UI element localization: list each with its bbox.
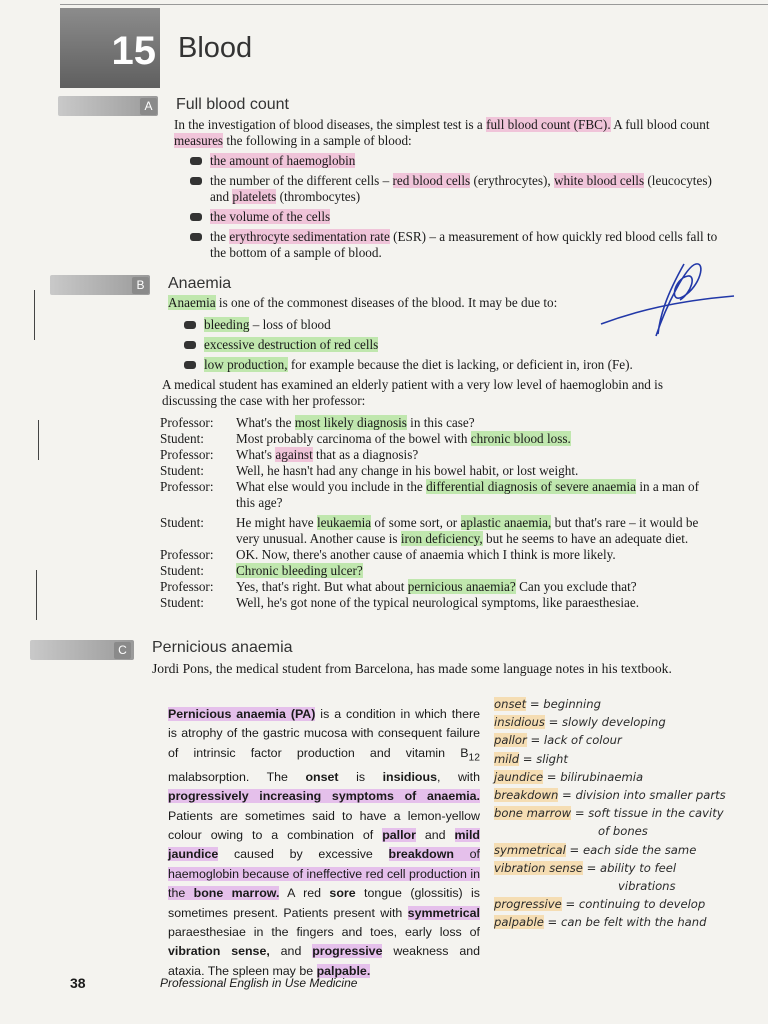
body-text: Patients are sometimes said to have a lemon-yellow colour owing to a combination of [168, 808, 480, 842]
section-b-letter: B [132, 277, 149, 294]
note-line: progressive = continuing to develop [494, 897, 706, 912]
haemoglobin-term: the amount of haemoglobin [210, 153, 356, 168]
note-line: palpable = can be felt with the hand [494, 915, 707, 930]
note-definition: each side the same [582, 842, 697, 857]
symmetrical-term: symmetrical [407, 905, 480, 920]
note-term: jaundice [494, 769, 544, 784]
margin-mark [36, 570, 37, 620]
dialogue-line [160, 479, 720, 511]
insidious-term: insidious [382, 769, 437, 784]
note-term: bone marrow [494, 806, 572, 821]
section-b-intro [168, 295, 628, 311]
measures-term: measures [174, 133, 224, 148]
note-line: mild = slight [494, 751, 568, 766]
dialogue [160, 415, 720, 611]
dialogue-line [160, 415, 720, 431]
list-item [188, 153, 732, 169]
book-title: Professional English in Use Medicine [160, 976, 358, 990]
breakdown-term: breakdown [388, 847, 454, 862]
sore-term: sore [329, 886, 356, 901]
bone-marrow-term: bone marrow. [193, 886, 280, 901]
note-line: pallor = lack of colour [494, 733, 622, 748]
note-definition: slowly developing [562, 715, 666, 730]
section-a-bullets [188, 153, 732, 265]
bullet-text: the number of the different cells – [210, 173, 393, 188]
pallor-term: pallor [382, 827, 416, 842]
dialogue-line [160, 447, 720, 463]
handwritten-notes [494, 695, 760, 932]
note-definition: slight [536, 751, 568, 766]
line-text: What's [236, 447, 276, 462]
body-text: tongue (glossitis) is sometimes present. Patients present with [168, 886, 480, 920]
note-definition: soft tissue in the cavity [588, 806, 724, 821]
line-text: Can you exclude that? [515, 579, 637, 594]
section-a-intro [174, 117, 714, 149]
line-text: Most probably carcinoma of the bowel with [236, 431, 471, 446]
volume-term: the volume of the cells [210, 209, 331, 224]
pernicious-anaemia-text [168, 705, 480, 981]
section-a-letter: A [140, 98, 157, 115]
intro-text: is one of the commonest diseases of the blood. It may be due to: [215, 295, 558, 310]
subscript: 12 [468, 752, 480, 764]
intro-text: A full blood count [610, 117, 710, 132]
speaker: Professor: [160, 447, 214, 462]
line-text: in this case? [406, 415, 475, 430]
list-item [188, 209, 732, 225]
body-text: is a condition in which there is atrophy of the gastric mucosa with consequent failure of intrinsic factor production and vitamin B [168, 707, 480, 760]
note-term: pallor [494, 733, 527, 748]
section-c-letter: C [114, 642, 131, 659]
line-text: Well, he hasn't had any change in his bowel habit, or lost weight. [236, 463, 579, 478]
section-b-title: Anaemia [168, 275, 232, 292]
top-rule [60, 4, 768, 5]
margin-mark [38, 420, 39, 460]
highlight: pernicious anaemia? [407, 579, 516, 594]
speaker: Student: [160, 595, 204, 610]
highlight: iron deficiency, [400, 531, 483, 546]
line-text: He might have [236, 515, 317, 530]
signature-scribble [596, 256, 736, 346]
note-term: vibration sense [494, 860, 583, 875]
note-term: progressive [494, 897, 562, 912]
note-definition: lack of colour [543, 733, 622, 748]
note-definition: can be felt with the hand [560, 915, 707, 930]
speaker: Professor: [160, 547, 214, 562]
bullet-text: the [210, 229, 230, 244]
body-text: and [415, 827, 455, 842]
section-c-intro: Jordi Pons, the medical student from Barcelona, has made some language notes in his textbook. [152, 661, 672, 676]
note-line: symmetrical = each side the same [494, 842, 697, 857]
note-line: breakdown = division into smaller parts [494, 788, 726, 803]
bullet-text: (erythrocytes), [470, 173, 554, 188]
note-line: jaundice = bilirubinaemia [494, 769, 644, 784]
dialogue-line [160, 579, 720, 595]
bleeding-term: bleeding [204, 317, 250, 332]
wbc-term: white blood cells [554, 173, 645, 188]
bullet-text: (leucocytes) and [210, 173, 712, 204]
body-text: of haemoglobin because of ineffective red cell production in the [168, 847, 480, 901]
mild-jaundice-term: mild jaundice [168, 827, 480, 862]
line-text: but he seems to have an adequate diet. [482, 531, 689, 546]
intro-text: In the investigation of blood diseases, the simplest test is a [174, 117, 487, 132]
body-text: paraesthesiae in the fingers and toes, early loss of [168, 924, 480, 939]
bullet-text: – loss of blood [249, 317, 331, 332]
note-term: mild [494, 751, 520, 766]
note-line-continued: vibrations [618, 879, 676, 894]
unit-number: 15 [111, 29, 156, 73]
note-definition: bilirubinaemia [560, 769, 644, 784]
note-definition: beginning [543, 697, 601, 711]
vibration-term: vibration sense, [168, 944, 270, 959]
line-text: What's the [236, 415, 295, 430]
line-text: OK. Now, there's another cause of anaemia which I think is more likely. [236, 547, 616, 562]
dialogue-line [160, 563, 720, 579]
dialogue-line [160, 547, 720, 563]
body-text: is [338, 769, 383, 784]
note-line-continued: of bones [598, 824, 648, 839]
body-text: weakness and ataxia. The spleen may be [168, 944, 480, 978]
intro-text: the following in a sample of blood: [223, 133, 412, 148]
line-text: What else would you include in the [236, 479, 427, 494]
progressive-term: progressive [312, 944, 383, 959]
highlight: Chronic bleeding ulcer? [236, 563, 363, 578]
anaemia-term: Anaemia [168, 295, 216, 310]
highlight: most likely diagnosis [294, 415, 407, 430]
bullet-text: (ESR) – a measurement of how quickly red blood cells fall to the bottom of a sample of blood. [210, 229, 718, 260]
line-text: that as a diagnosis? [312, 447, 419, 462]
bullet-text: for example because the diet is lacking, or deficient in, iron (Fe). [287, 357, 633, 372]
highlight: leukaemia [316, 515, 372, 530]
margin-mark [34, 290, 35, 340]
note-term: symmetrical [494, 842, 566, 857]
highlight: differential diagnosis of severe anaemia [426, 479, 637, 494]
rbc-term: red blood cells [392, 173, 471, 188]
dialogue-line [160, 595, 720, 611]
body-text: caused by excessive [218, 847, 389, 862]
bullet-text: (thrombocytes) [276, 189, 361, 204]
note-line: onset = beginning [494, 697, 601, 711]
line-text: in a man of this age? [236, 479, 700, 510]
page-number: 38 [70, 975, 86, 991]
note-definition: division into smaller parts [575, 788, 726, 803]
dialogue-line [160, 463, 720, 479]
speaker: Student: [160, 463, 204, 478]
speaker: Student: [160, 563, 204, 578]
note-term: onset [494, 697, 527, 711]
unit-title: Blood [178, 32, 253, 64]
speaker: Professor: [160, 479, 214, 494]
line-text: Well, he's got none of the typical neurological symptoms, like paraesthesiae. [236, 595, 640, 610]
line-text: Yes, that's right. But what about [236, 579, 408, 594]
note-line: vibration sense = ability to feel [494, 860, 677, 875]
body-text: , with [436, 769, 480, 784]
speaker: Student: [160, 515, 204, 530]
note-line: insidious = slowly developing [494, 715, 666, 730]
dialogue-line [160, 515, 720, 547]
highlight: chronic blood loss. [470, 431, 571, 446]
highlight: aplastic anaemia, [460, 515, 552, 530]
unit-number-tab [60, 8, 160, 88]
line-text: of some sort, or [371, 515, 461, 530]
note-definition: ability to feel [600, 860, 677, 875]
note-term: insidious [494, 715, 545, 730]
body-text: A red [279, 886, 330, 901]
section-a-title: Full blood count [176, 96, 289, 113]
palpable-term: palpable. [316, 963, 371, 978]
body-text: and [269, 944, 313, 959]
dialogue-line [160, 431, 720, 447]
onset-term: onset [305, 769, 339, 784]
line-text: but that's rare – it would be very unusual. Another cause is [236, 515, 699, 546]
highlight: against [275, 447, 313, 462]
note-term: palpable [494, 915, 544, 930]
note-term: breakdown [494, 788, 559, 803]
destruction-term: excessive destruction of red cells [204, 337, 379, 352]
list-item [188, 173, 732, 205]
pa-term: Pernicious anaemia (PA) [168, 707, 316, 721]
case-description: A medical student has examined an elderly patient with a very low level of haemoglobin and is discussing the case with her professor: [162, 377, 663, 408]
note-line: bone marrow = soft tissue in the cavity [494, 806, 724, 821]
fbc-term: full blood count (FBC). [486, 117, 611, 132]
section-c-title: Pernicious anaemia [152, 639, 293, 656]
speaker: Professor: [160, 415, 214, 430]
low-production-term: low production, [204, 357, 288, 372]
speaker: Student: [160, 431, 204, 446]
list-item [182, 357, 722, 373]
platelets-term: platelets [232, 189, 277, 204]
progressive-symptoms-term: progressively increasing symptoms of anaemia. [168, 789, 480, 804]
speaker: Professor: [160, 579, 214, 594]
body-text: malabsorption. The [168, 769, 306, 784]
esr-term: erythrocyte sedimentation rate [229, 229, 390, 244]
note-definition: continuing to develop [578, 897, 706, 912]
